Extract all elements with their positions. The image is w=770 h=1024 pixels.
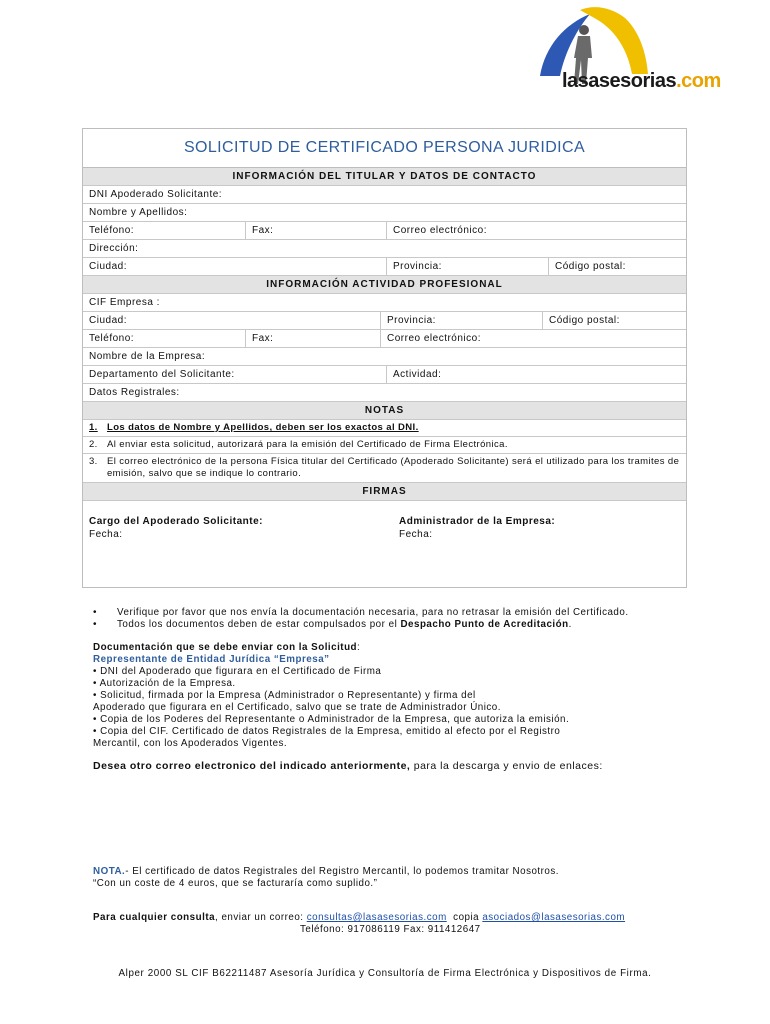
logo-wordmark: lasasesorias.com: [562, 70, 721, 92]
row-ciudad: [83, 258, 686, 276]
dni-field[interactable]: DNI Apoderado Solicitante:: [89, 189, 223, 200]
cif-field[interactable]: CIF Empresa :: [89, 297, 160, 308]
signature-administrador[interactable]: Administrador de la Empresa: Fecha:: [399, 516, 556, 540]
nota-1: 1. Los datos de Nombre y Apellidos, deben ser los exactos al DNI.: [83, 420, 686, 437]
nombre-empresa-field[interactable]: Nombre de la Empresa:: [89, 351, 206, 362]
provincia-field[interactable]: Provincia:: [387, 258, 549, 275]
row-departamento: [83, 366, 686, 384]
telefono-field[interactable]: Teléfono:: [83, 222, 246, 239]
phone-fax-line: Teléfono: 917086119 Fax: 911412647: [300, 924, 481, 935]
section-header-firmas: FIRMAS: [83, 483, 686, 501]
telefono-empresa-field[interactable]: Teléfono:: [83, 330, 246, 347]
datos-registrales-field[interactable]: Datos Registrales:: [89, 387, 180, 398]
row-registrales: [83, 384, 686, 402]
provincia-empresa-field[interactable]: Provincia:: [381, 312, 543, 329]
section-header-notas: NOTAS: [83, 402, 686, 420]
row-direccion: [83, 240, 686, 258]
instructions-list: [93, 607, 693, 631]
ciudad-field[interactable]: Ciudad:: [83, 258, 387, 275]
fax-field[interactable]: Fax:: [246, 222, 387, 239]
row-ciudad-empresa: [83, 312, 686, 330]
nota-2: 2. Al enviar esta solicitud, autorizará para la emisión del Certificado de Firma Electrónica.: [83, 437, 686, 454]
nombre-field[interactable]: Nombre y Apellidos:: [89, 207, 188, 218]
row-cif: [83, 294, 686, 312]
section-header-titular: INFORMACIÓN DEL TITULAR Y DATOS DE CONTACTO: [83, 168, 686, 186]
signature-area: [83, 501, 686, 581]
row-contacto: [83, 222, 686, 240]
signature-apoderado[interactable]: Cargo del Apoderado Solicitante: Fecha:: [89, 516, 263, 540]
row-dni: [83, 186, 686, 204]
codigo-postal-field[interactable]: Código postal:: [555, 261, 626, 272]
codigo-postal-empresa-field[interactable]: Código postal:: [549, 315, 620, 326]
departamento-field[interactable]: Departamento del Solicitante:: [83, 366, 387, 383]
nota-block: NOTA.- El certificado de datos Registrales del Registro Mercantil, lo podemos tramitar Nosotros. “Con un coste de 4 euros, que se facturaría como suplido.”: [93, 866, 559, 889]
direccion-field[interactable]: Dirección:: [89, 243, 139, 254]
nota-3: 3. El correo electrónico de la persona Física titular del Certificado (Apoderado Solicitante) será el utilizado para los tramites de emisión, salvo que se indique lo contrario.: [83, 454, 686, 483]
section-header-actividad: INFORMACIÓN ACTIVIDAD PROFESIONAL: [83, 276, 686, 294]
consultas-email-link[interactable]: consultas@lasasesorias.com: [306, 912, 447, 923]
row-empresa: [83, 348, 686, 366]
certificate-request-form: [82, 128, 687, 588]
correo-field[interactable]: Correo electrónico:: [393, 225, 487, 236]
actividad-field[interactable]: Actividad:: [393, 369, 442, 380]
row-contacto-empresa: [83, 330, 686, 348]
fax-empresa-field[interactable]: Fax:: [246, 330, 381, 347]
row-nombre: [83, 204, 686, 222]
alternate-email-question: Desea otro correo electronico del indicado anteriormente, para la descarga y envio de enlaces:: [93, 760, 603, 772]
company-logo: [520, 6, 730, 104]
footer-text: Alper 2000 SL CIF B62211487 Asesoría Jurídica y Consultoría de Firma Electrónica y Dispositivos de Firma.: [118, 968, 652, 979]
ciudad-empresa-field[interactable]: Ciudad:: [83, 312, 381, 329]
asociados-email-link[interactable]: asociados@lasasesorias.com: [482, 912, 626, 923]
instruction-item: • Verifique por favor que nos envía la documentación necesaria, para no retrasar la emisión del Certificado.: [93, 607, 629, 618]
instruction-item: • Todos los documentos deben de estar compulsados por el Despacho Punto de Acreditación.: [93, 619, 572, 630]
form-title: SOLICITUD DE CERTIFICADO PERSONA JURIDICA: [83, 129, 686, 168]
correo-empresa-field[interactable]: Correo electrónico:: [387, 333, 481, 344]
required-documents: Documentación que se debe enviar con la Solicitud: Representante de Entidad Jurídica “Empresa” • DNI del Apoderado que figurara en el Certificado de Firma • Autorización de la Empresa. • Solicitud, firmada por la Empresa (Administrador o Representante) y firma del Apoderado que figurara en el Certificado, salvo que se trate de Administrador Único. • Copia de los Poderes del Representante o Administrador de la Empresa, que autoriza la emisión. • Copia del CIF. Certificado de datos Registrales de la Empresa, emitido al efecto por el Registro Mercantil, con los Apoderados Vigentes.: [93, 642, 570, 749]
contact-line: Para cualquier consulta, enviar un correo: consultas@lasasesorias.com copia asociados@lasasesorias.com: [93, 912, 626, 923]
